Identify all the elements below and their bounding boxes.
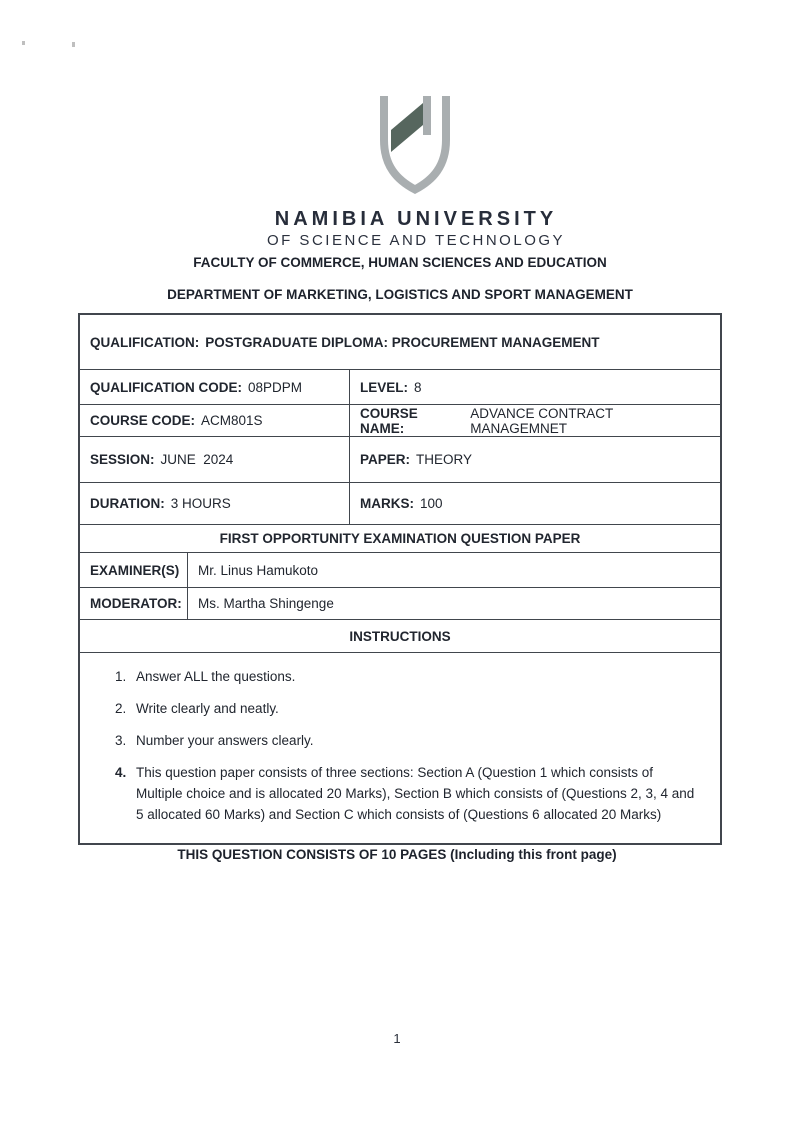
instructions-title-row: [80, 620, 720, 653]
instruction-text: This question paper consists of three sections: Section A (Question 1 which consists of Multiple choice and is allocated 20 Marks), Section B which consists of (Questions 2, 3, 4 and 5 allocated 60 Marks) and Section C which consists of (Questions 6 allocated 20 Marks): [136, 765, 695, 822]
course-code-label: COURSE CODE:: [90, 413, 196, 428]
instruction-item: [115, 698, 696, 719]
course-code-cell: [80, 405, 350, 436]
table-row-qualification: [80, 315, 720, 370]
instruction-number: 4.: [115, 765, 127, 780]
course-name-value: ADVANCE CONTRACT MANAGEMNET: [470, 405, 617, 436]
university-logo: [36, 92, 794, 199]
shield-diagonal-band: [391, 103, 423, 152]
marks-value: 100: [420, 496, 443, 511]
duration-label: DURATION:: [90, 496, 165, 511]
instruction-number: 1.: [115, 669, 127, 684]
marks-label: MARKS:: [360, 496, 414, 511]
examiner-label: EXAMINER(S): [90, 562, 180, 578]
level-cell: [350, 370, 720, 404]
instruction-number: 2.: [115, 701, 127, 716]
qualification-cell: [80, 315, 720, 369]
session-value: JUNE 2024: [160, 452, 234, 467]
course-name-cell: [350, 405, 720, 436]
moderator-value: Ms. Martha Shingenge: [198, 596, 334, 611]
scan-artifact: [72, 42, 75, 47]
qualification-value: POSTGRADUATE DIPLOMA: PROCUREMENT MANAGEMENT: [205, 334, 600, 350]
level-label: LEVEL:: [360, 379, 409, 395]
department-title: DEPARTMENT OF MARKETING, LOGISTICS AND SPORT MANAGEMENT: [167, 287, 633, 302]
exam-title: FIRST OPPORTUNITY EXAMINATION QUESTION PAPER: [219, 531, 581, 546]
exam-info-table: [78, 313, 722, 845]
instruction-text: Answer ALL the questions.: [136, 669, 296, 684]
university-subtitle: OF SCIENCE AND TECHNOLOGY: [266, 232, 566, 249]
faculty-title: FACULTY OF COMMERCE, HUMAN SCIENCES AND EDUCATION: [193, 255, 607, 270]
duration-value: 3 HOURS: [170, 496, 231, 511]
session-cell: [80, 437, 350, 482]
instruction-item: [115, 730, 696, 751]
course-code-value: ACM801S: [201, 413, 263, 428]
instructions-list: [80, 653, 720, 843]
instruction-number: 3.: [115, 733, 127, 748]
examiner-value-cell: [188, 553, 720, 587]
table-row-examiner: [80, 553, 720, 588]
table-row-course: [80, 405, 720, 437]
exam-title-row: [80, 525, 720, 553]
session-label: SESSION:: [90, 452, 155, 467]
moderator-value-cell: [188, 588, 720, 619]
qualification-code-cell: [80, 370, 350, 404]
examiner-value: Mr. Linus Hamukoto: [198, 562, 319, 578]
instruction-item: [115, 666, 696, 687]
marks-cell: [350, 483, 720, 524]
paper-label: PAPER:: [360, 452, 411, 467]
examiner-label-cell: [80, 553, 188, 587]
level-value: 8: [414, 379, 422, 395]
moderator-label-cell: [80, 588, 188, 619]
table-row-moderator: [80, 588, 720, 620]
instruction-text: Write clearly and neatly.: [136, 701, 279, 716]
page-number: 1: [393, 1031, 401, 1046]
nust-shield-logo: [380, 92, 450, 194]
instructions-row: [80, 653, 720, 843]
scan-artifact: [22, 41, 25, 45]
paper-value: THEORY: [416, 452, 473, 467]
table-row-session: [80, 437, 720, 483]
pages-note: THIS QUESTION CONSISTS OF 10 PAGES (Including this front page): [177, 847, 617, 862]
university-name: NAMIBIA UNIVERSITY: [274, 208, 558, 230]
instruction-text: Number your answers clearly.: [136, 733, 314, 748]
paper-cell: [350, 437, 720, 482]
moderator-label: MODERATOR:: [90, 596, 182, 611]
qualification-code-value: 08PDPM: [248, 379, 303, 395]
instructions-title: INSTRUCTIONS: [349, 628, 451, 644]
qualification-code-label: QUALIFICATION CODE:: [90, 379, 242, 395]
duration-cell: [80, 483, 350, 524]
table-row-qualification-code: [80, 370, 720, 405]
course-name-label: COURSE NAME:: [360, 405, 422, 436]
qualification-label: QUALIFICATION:: [90, 334, 200, 350]
table-row-duration: [80, 483, 720, 525]
instruction-item: [115, 762, 696, 825]
